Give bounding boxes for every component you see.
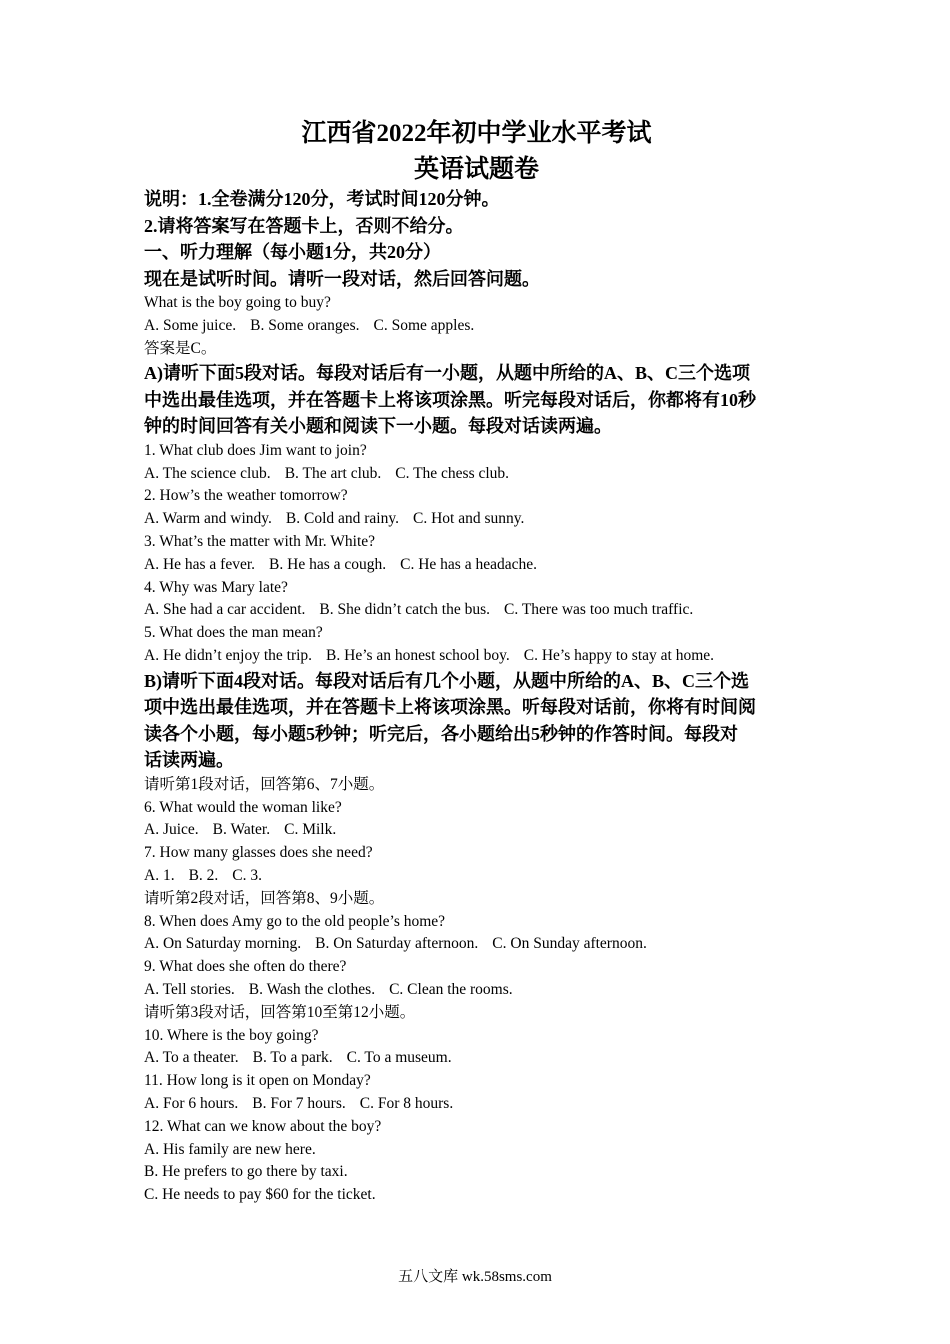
trial-answer: 答案是C。: [144, 339, 217, 357]
question: 12. What can we know about the boy?: [144, 1117, 382, 1135]
partA-instruction-3: 钟的时间回答有关小题和阅读下一小题。每段对话读两遍。: [144, 416, 612, 437]
option: B. Cold and rainy.: [285, 510, 399, 528]
option: A. His family are new here.: [144, 1140, 316, 1158]
question: 4. Why was Mary late?: [144, 578, 288, 596]
option: A. She had a car accident.: [144, 601, 306, 619]
option: C. On Sunday afternoon.: [492, 935, 647, 953]
option: B. To a park.: [252, 1049, 333, 1067]
options-row: [144, 554, 809, 577]
option: A. The science club.: [144, 464, 271, 482]
option: C. He has a headache.: [400, 555, 537, 573]
options-row: [144, 463, 809, 486]
option: C. He needs to pay $60 for the ticket.: [144, 1186, 376, 1204]
option: A. Tell stories.: [144, 981, 235, 999]
option: C. He’s happy to stay at home.: [523, 647, 715, 665]
trial-instruction: 现在是试听时间。请听一段对话，然后回答问题。: [144, 268, 540, 289]
instructions-note-1: 说明：1.全卷满分120分，考试时间120分钟。: [144, 189, 500, 209]
option: C. 3.: [232, 867, 263, 885]
options-row: [144, 1093, 809, 1116]
question: 6. What would the woman like?: [144, 798, 342, 816]
question: 11. How long is it open on Monday?: [144, 1072, 371, 1090]
options-row: [144, 599, 809, 622]
option: B. She didn’t catch the bus.: [319, 601, 491, 619]
partA-instruction-1: A)请听下面5段对话。每段对话后有一小题，从题中所给的A、B、C三个选项: [144, 363, 750, 384]
option: B. He has a cough.: [269, 555, 387, 573]
option: A. To a theater.: [144, 1049, 239, 1067]
exam-subtitle: 英语试题卷: [413, 156, 539, 183]
partB-instruction-2: 项中选出最佳选项，并在答题卡上将该项涂黑。听每段对话前，你将有时间阅: [144, 697, 756, 718]
options-row: [144, 979, 809, 1002]
option: C. The chess club.: [395, 464, 510, 482]
options-row: [144, 933, 809, 956]
option: C. Clean the rooms.: [389, 981, 513, 999]
option: B. Water.: [212, 821, 271, 839]
option: B. He prefers to go there by taxi.: [144, 1163, 348, 1181]
trial-question: What is the boy going to buy?: [144, 294, 331, 311]
question: 9. What does she often do there?: [144, 958, 347, 976]
option: B. Some oranges.: [250, 316, 360, 334]
option: A. He has a fever.: [144, 555, 256, 573]
option: A. Juice.: [144, 821, 199, 839]
option: A. On Saturday morning.: [144, 935, 302, 953]
dialogue-intro: 请听第1段对话，回答第6、7小题。: [144, 775, 385, 793]
option: C. There was too much traffic.: [504, 601, 694, 619]
partB-instruction-1: B)请听下面4段对话。每段对话后有几个小题，从题中所给的A、B、C三个选: [144, 670, 750, 691]
option: B. Wash the clothes.: [248, 981, 376, 999]
option: B. For 7 hours.: [252, 1095, 346, 1113]
page-footer-watermark: 五八文库 wk.58sms.com: [398, 1269, 552, 1285]
question: 7. How many glasses does she need?: [144, 844, 373, 862]
option: A. For 6 hours.: [144, 1095, 239, 1113]
dialogue-intro: 请听第2段对话，回答第8、9小题。: [144, 889, 385, 907]
option: A. He didn’t enjoy the trip.: [144, 647, 313, 665]
partB-instruction-4: 话读两遍。: [144, 750, 234, 771]
dialogue-intro: 请听第3段对话，回答第10至第12小题。: [144, 1003, 416, 1021]
exam-title: 江西省2022年初中学业水平考试: [301, 120, 652, 147]
partA-instruction-2: 中选出最佳选项，并在答题卡上将该项涂黑。听完每段对话后，你都将有10秒: [144, 389, 756, 410]
options-row: [144, 645, 809, 668]
question: 1. What club does Jim want to join?: [144, 441, 367, 459]
option: A. Some juice.: [144, 316, 237, 334]
options-row: [144, 508, 809, 531]
option: B. 2.: [188, 867, 219, 885]
option: C. Hot and sunny.: [413, 510, 525, 528]
question: 3. What’s the matter with Mr. White?: [144, 533, 376, 551]
options-row: [144, 819, 809, 842]
option: A. Warm and windy.: [144, 510, 272, 528]
option: C. Some apples.: [373, 316, 475, 334]
option: B. The art club.: [284, 464, 382, 482]
question: 2. How’s the weather tomorrow?: [144, 487, 348, 505]
trial-options: [144, 315, 809, 338]
options-row: [144, 1047, 809, 1070]
question: 5. What does the man mean?: [144, 624, 323, 642]
section-heading: 一、听力理解（每小题1分，共20分）: [144, 242, 441, 262]
partB-instruction-3: 读各个小题，每小题5秒钟；听完后，各小题给出5秒钟的作答时间。每段对: [144, 723, 738, 744]
option: C. Milk.: [284, 821, 337, 839]
option: A. 1.: [144, 867, 175, 885]
options-row: [144, 865, 809, 888]
option: C. For 8 hours.: [359, 1095, 454, 1113]
option: C. To a museum.: [346, 1049, 452, 1067]
exam-body: [144, 186, 809, 1207]
option: B. On Saturday afternoon.: [315, 935, 479, 953]
option: B. He’s an honest school boy.: [326, 647, 510, 665]
instructions-note-2: 2.请将答案写在答题卡上，否则不给分。: [144, 215, 464, 236]
question: 10. Where is the boy going?: [144, 1026, 319, 1044]
question: 8. When does Amy go to the old people’s home?: [144, 912, 446, 930]
